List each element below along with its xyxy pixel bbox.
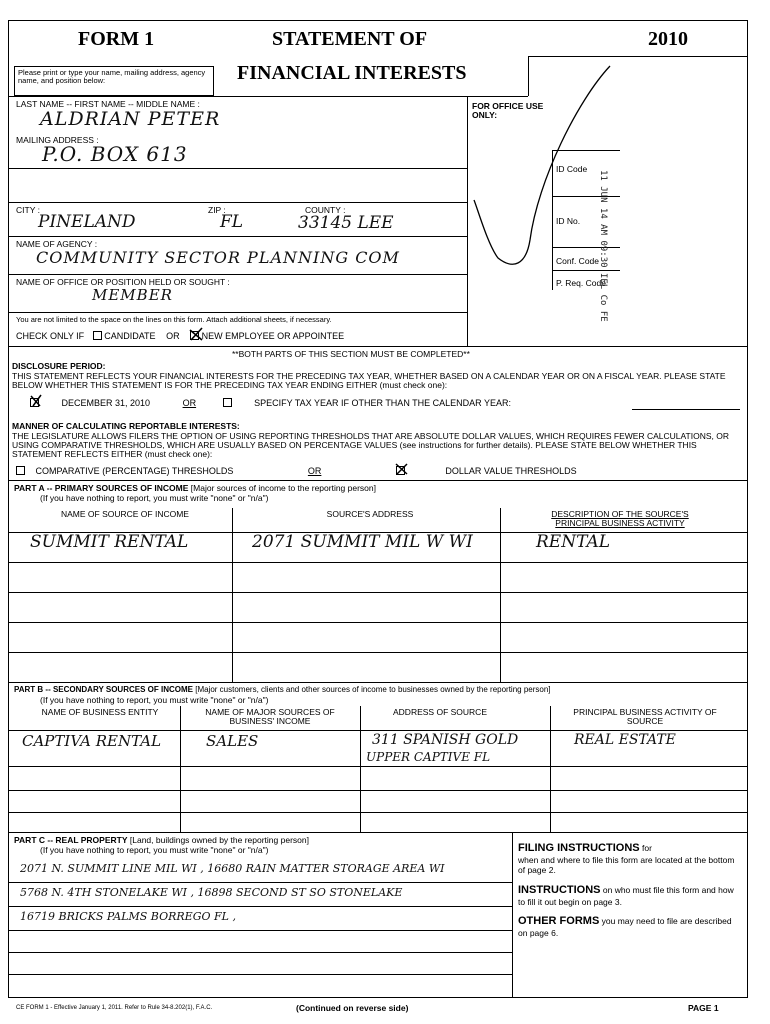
office-label: NAME OF OFFICE OR POSITION HELD OR SOUGHT : — [16, 277, 230, 287]
section-rule-partb — [8, 682, 748, 683]
check-row — [16, 331, 344, 341]
office-value[interactable]: MEMBER — [92, 286, 173, 304]
p-req-code-label: P. Req. Code — [556, 278, 606, 288]
filing-title: FILING INSTRUCTIONS — [518, 842, 640, 854]
or-label: OR — [166, 331, 180, 341]
conf-code-label: Conf. Code — [556, 256, 599, 266]
part-c-title: PART C -- REAL PROPERTY — [14, 835, 128, 845]
agency-value[interactable]: COMMUNITY SECTOR PLANNING COM — [36, 248, 400, 267]
part-c-row-1[interactable]: 2071 N. SUMMIT LINE MIL WI , 16680 RAIN MATTER STORAGE AREA WI — [20, 862, 445, 875]
check-mark-icon — [29, 394, 43, 408]
part-b-row-rule-1 — [8, 766, 748, 767]
part-c-note: (If you have nothing to report, you must write "none" or "n/a") — [40, 845, 269, 855]
part-b-row-1-address[interactable]: 311 SPANISH GOLD — [372, 732, 519, 748]
new-employee-label: NEW EMPLOYEE OR APPOINTEE — [201, 331, 345, 341]
part-b-row-2-address[interactable]: UPPER CAPTIVE FL — [366, 750, 491, 764]
part-b-col-address: ADDRESS OF SOURCE — [393, 707, 487, 717]
part-a-col-desc: DESCRIPTION OF THE SOURCE'S PRINCIPAL BUSINESS ACTIVITY — [551, 509, 689, 528]
footer-form-ref: CE FORM 1 - Effective January 1, 2011. Refer to Rule 34-8.202(1), F.A.C. — [16, 1005, 213, 1011]
part-a-col-div-1 — [232, 508, 233, 682]
period-text: THIS STATEMENT REFLECTS YOUR FINANCIAL INTERESTS FOR THE PRECEDING TAX YEAR, WHETHER BASED ON A CALENDAR YEAR OR ON A FISCAL YEAR. PLEASE STATE BELOW WHETHER THIS STATEMENT IS FOR THE PRECEDING TAX YEAR ENDING EITHER (must check one): — [12, 371, 726, 390]
other-forms-text: you may need to file are described on page 6. — [518, 915, 732, 939]
title-line1: STATEMENT OF — [272, 28, 428, 50]
part-a-row-rule-3 — [8, 622, 748, 623]
city-value[interactable]: PINELAND — [38, 212, 136, 232]
section-rule-partc — [8, 832, 748, 833]
part-c-rule-3 — [8, 930, 512, 931]
part-a-note: (If you have nothing to report, you must write "none" or "n/a") — [40, 493, 269, 503]
part-c-rule-1 — [8, 882, 512, 883]
part-a-row-rule-4 — [8, 652, 748, 653]
mailing-value[interactable]: P.O. BOX 613 — [42, 142, 188, 166]
comparative-label: COMPARATIVE (PERCENTAGE) THRESHOLDS — [35, 466, 234, 476]
dec31-label: DECEMBER 31, 2010 — [61, 398, 151, 408]
name-value[interactable]: ALDRIAN PETER — [40, 108, 221, 130]
name-label: LAST NAME -- FIRST NAME -- MIDDLE NAME : — [16, 99, 200, 109]
footer-page: PAGE 1 — [688, 1003, 719, 1013]
part-b-header-rule — [8, 730, 748, 731]
city-label: CITY : — [16, 205, 40, 215]
manner-title: MANNER OF CALCULATING REPORTABLE INTERESTS: — [12, 421, 240, 431]
part-a-row-rule-1 — [8, 562, 748, 563]
period-or: OR — [182, 398, 197, 408]
header-rule — [8, 96, 528, 97]
part-c-divider — [512, 832, 513, 998]
rule-2 — [8, 202, 467, 203]
rule-4 — [8, 274, 467, 275]
zip-label: ZIP : — [208, 205, 226, 215]
part-b-col-div-3 — [550, 706, 551, 832]
received-stamp: 11 JUN 14 AM 09:30 IEL Co FE — [598, 170, 608, 322]
mailing-label: MAILING ADDRESS : — [16, 135, 99, 145]
manner-text: THE LEGISLATURE ALLOWS FILERS THE OPTION OF USING REPORTING THRESHOLDS THAT ARE ABSOLUTE DOLLAR VALUES, WHICH REQUIRES FEWER CALCULATIONS, OR USING COMPARATIVE THRESHOLDS, WHICH ARE USUALLY BASED ON PERCENTAGE VALUES (see instructions for further details). PLEASE STATE BELOW WHETHER THIS STATEMENT REFLECTS EITHER (must check one): — [12, 431, 729, 459]
rule-1 — [8, 168, 467, 169]
part-c-row-3[interactable]: 16719 BRICKS PALMS BORREGO FL , — [20, 910, 236, 923]
part-c-rule-2 — [8, 906, 512, 907]
part-b-subtitle: [Major customers, clients and other sources of income to businesses owned by the reporting person] — [195, 685, 551, 694]
part-b-row-rule-3 — [8, 812, 748, 813]
section-rule-disclosure — [8, 346, 748, 347]
part-b-col-entity: NAME OF BUSINESS ENTITY — [41, 707, 159, 717]
filing-instructions — [518, 842, 742, 938]
part-b-col-div-1 — [180, 706, 181, 832]
instruction-text: Please print or type your name, mailing address, agency name, and position below: — [18, 68, 206, 85]
part-b-row-rule-2 — [8, 790, 748, 791]
form-year: 2010 — [648, 28, 688, 50]
dollar-checkbox[interactable] — [396, 466, 405, 475]
agency-label: NAME OF AGENCY : — [16, 239, 98, 249]
form-number: FORM 1 — [78, 28, 155, 50]
comparative-checkbox[interactable] — [16, 466, 25, 475]
part-a-subtitle: [Major sources of income to the reporting person] — [190, 483, 376, 493]
new-employee-checkbox[interactable] — [190, 331, 199, 340]
specify-blank — [632, 409, 740, 410]
part-b-header — [14, 686, 551, 694]
part-c-rule-5 — [8, 974, 512, 975]
part-b-row-1-activity[interactable]: REAL ESTATE — [574, 732, 676, 748]
check-only-if-label: CHECK ONLY IF — [16, 331, 85, 341]
candidate-checkbox[interactable] — [93, 331, 102, 340]
period-title: DISCLOSURE PERIOD: — [12, 361, 106, 371]
part-c-header — [14, 836, 309, 845]
instructions-text: on who must file this form and how to fill it out begin on page 3. — [518, 884, 734, 907]
part-a-col-div-2 — [500, 508, 501, 682]
dec31-checkbox[interactable] — [30, 398, 39, 407]
part-b-title: PART B -- SECONDARY SOURCES OF INCOME — [14, 685, 193, 694]
check-mark-icon — [189, 327, 203, 341]
part-c-subtitle: [Land, buildings owned by the reporting person] — [129, 835, 309, 845]
manner-options — [16, 466, 577, 476]
footer-continued: (Continued on reverse side) — [296, 1003, 409, 1013]
period-options — [30, 398, 511, 408]
header-office-top — [528, 56, 748, 57]
manner-or: OR — [307, 466, 322, 476]
office-use-title: FOR OFFICE USE ONLY: — [472, 101, 544, 120]
rule-5 — [8, 312, 467, 313]
part-a-title: PART A -- PRIMARY SOURCES OF INCOME — [14, 483, 189, 493]
zip-value[interactable]: FL — [220, 212, 244, 232]
other-forms-title: OTHER FORMS — [518, 914, 600, 927]
instructions-title: INSTRUCTIONS — [518, 883, 601, 896]
county-label: COUNTY : — [305, 205, 346, 215]
part-a-header — [14, 484, 376, 493]
part-a-row-1-name[interactable]: SUMMIT RENTAL — [30, 532, 189, 552]
part-b-note: (If you have nothing to report, you must write "none" or "n/a") — [40, 695, 269, 705]
candidate-label: CANDIDATE — [104, 331, 156, 341]
filing-for: for — [641, 843, 652, 853]
part-b-col-sources: NAME OF MAJOR SOURCES OF BUSINESS' INCOME — [205, 707, 335, 726]
space-note: You are not limited to the space on the lines on this form. Attach additional sheets, if necessary. — [16, 315, 332, 324]
part-b-row-1-entity[interactable]: CAPTIVA RENTAL — [22, 732, 162, 750]
specify-checkbox[interactable] — [223, 398, 232, 407]
id-no-label: ID No. — [556, 216, 581, 226]
id-code-label: ID Code — [556, 164, 588, 174]
part-b-row-1-sources[interactable]: SALES — [206, 732, 259, 750]
rule-3 — [8, 236, 467, 237]
part-b-col-div-2 — [360, 706, 361, 832]
part-b-col-activity: PRINCIPAL BUSINESS ACTIVITY OF SOURCE — [573, 707, 717, 726]
both-parts-note: **BOTH PARTS OF THIS SECTION MUST BE COMPLETED** — [232, 349, 470, 359]
specify-label: SPECIFY TAX YEAR IF OTHER THAN THE CALENDAR YEAR: — [254, 398, 512, 408]
part-a-col-name: NAME OF SOURCE OF INCOME — [61, 509, 189, 519]
part-a-col-address: SOURCE'S ADDRESS — [326, 509, 414, 519]
part-a-row-1-desc[interactable]: RENTAL — [536, 532, 611, 552]
dollar-label: DOLLAR VALUE THRESHOLDS — [445, 466, 577, 476]
part-c-rule-4 — [8, 952, 512, 953]
title-line2: FINANCIAL INTERESTS — [237, 62, 467, 84]
filing-text: when and where to file this form are located at the bottom of page 2. — [518, 855, 735, 876]
part-a-row-rule-2 — [8, 592, 748, 593]
check-mark-icon — [395, 462, 409, 476]
part-a-row-1-address[interactable]: 2071 SUMMIT MIL W WI — [252, 532, 473, 552]
part-c-row-2[interactable]: 5768 N. 4TH STONELAKE WI , 16898 SECOND ST SO STONELAKE — [20, 886, 403, 899]
section-rule-parta — [8, 480, 748, 481]
county-value[interactable]: 33145 LEE — [298, 213, 394, 233]
